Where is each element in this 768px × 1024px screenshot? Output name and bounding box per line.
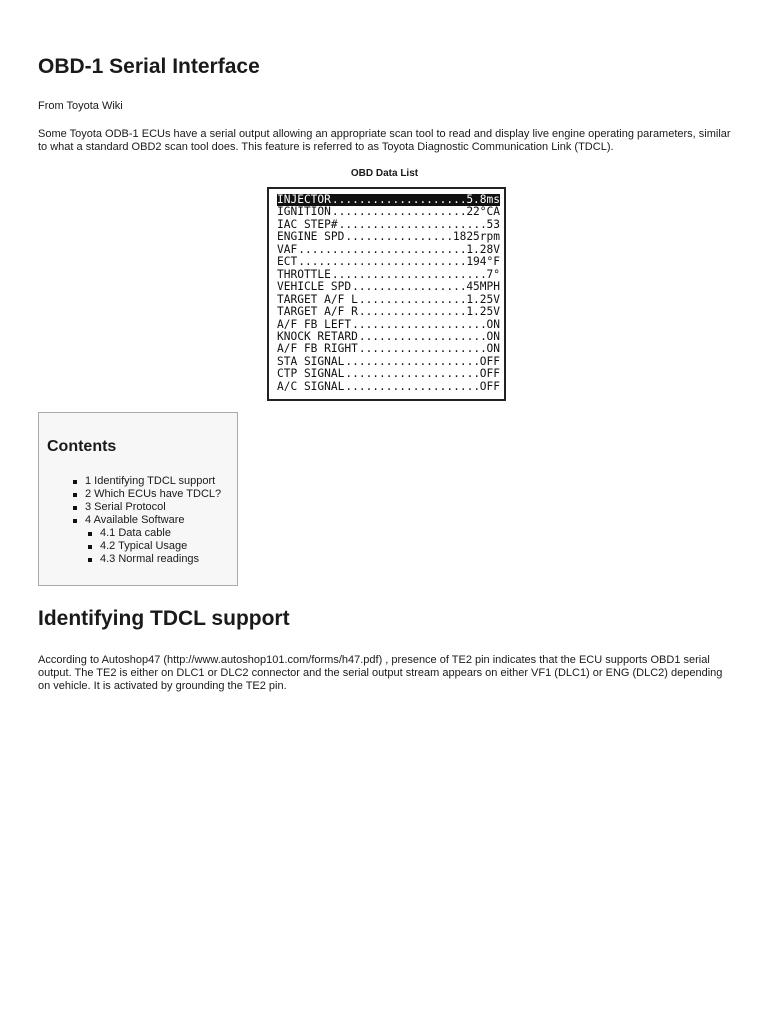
obd-row [277,281,500,293]
page-title: OBD-1 Serial Interface [38,55,260,78]
obd-row-value: 45MPH [466,280,500,294]
obd-row-value: ON [486,329,500,343]
obd-row-label: TARGET A/F R [277,305,358,319]
obd-row-leader [332,206,465,218]
obd-row-value: OFF [479,354,500,368]
obd-row-value: 22°CA [466,205,500,219]
obd-row-label: CTP SIGNAL [277,367,345,381]
obd-row-label: THROTTLE [277,267,331,281]
obd-row-leader [298,244,465,256]
obd-row-label: A/F FB RIGHT [277,342,358,356]
obd-row-value: OFF [479,379,500,393]
obd-row-value: 7° [486,267,500,281]
obd-row-label: ECT [277,255,298,269]
obd-row-leader [332,269,486,281]
obd-row [277,256,500,268]
toc-title: Contents [47,438,117,455]
toc-list [73,475,221,566]
obd-row-label: STA SIGNAL [277,354,345,368]
obd-row-label: VAF [277,242,298,256]
obd-screen [267,187,506,401]
obd-row [277,381,500,393]
obd-row-leader [332,194,465,206]
toc-item-link[interactable]: 4 Available Software [73,514,221,527]
obd-row-leader [359,306,465,318]
obd-row-leader [345,356,478,368]
figure-caption: OBD Data List [350,168,419,179]
obd-row-leader [359,331,486,343]
obd-row-label: IGNITION [277,205,331,219]
obd-data-list-figure [267,167,502,401]
page-subtitle: From Toyota Wiki [38,100,123,112]
obd-row-value: ON [486,317,500,331]
toc-item-link[interactable]: 4.1 Data cable [73,527,221,540]
toc-item-link[interactable]: 1 Identifying TDCL support [73,475,221,488]
obd-row [277,306,500,318]
obd-row-label: A/F FB LEFT [277,317,352,331]
obd-row-value: OFF [479,367,500,381]
obd-row-leader [345,368,478,380]
obd-row [277,368,500,380]
obd-row-value: ON [486,342,500,356]
obd-row-leader [345,231,451,243]
section-paragraph: According to Autoshop47 (http://www.autoshop101.com/forms/h47.pdf) , presence of TE2 pin indicates that the ECU supports OBD1 serial output. The TE2 is either on DLC1 or DLC2 connector and the serial output stream appears on either VF1 (DLC1) or ENG (DLC2) depending on vehicle. It is activated by grounding the TE2 pin. [38,654,723,692]
obd-row-label: TARGET A/F L [277,292,358,306]
obd-row-leader [359,343,486,355]
obd-row [277,231,500,243]
toc-item-link[interactable]: 4.3 Normal readings [73,553,221,566]
obd-row-label: INJECTOR [277,193,331,206]
obd-row-label: VEHICLE SPD [277,280,352,294]
toc-item-link[interactable]: 4.2 Typical Usage [73,540,221,553]
obd-row-leader [345,381,478,393]
obd-row-label: ENGINE SPD [277,230,345,244]
obd-row-leader [298,256,465,268]
obd-row-value: 194°F [466,255,500,269]
toc-item-link[interactable]: 2 Which ECUs have TDCL? [73,488,221,501]
intro-paragraph: Some Toyota ODB-1 ECUs have a serial output allowing an appropriate scan tool to read and display live engine operating parameters, similar to what a standard OBD2 scan tool does. This feature is referred to as Toyota Diagnostic Communication Link (TDCL). [38,128,731,153]
obd-row-value: 5.8ms [466,193,500,206]
obd-row-label: A/C SIGNAL [277,379,345,393]
obd-row-value: 1.28V [466,242,500,256]
section-heading: Identifying TDCL support [38,607,290,630]
obd-row-value: 1.25V [466,292,500,306]
obd-row-value: 53 [486,217,500,231]
toc-item-link[interactable]: 3 Serial Protocol [73,501,221,514]
obd-row-value: 1.25V [466,305,500,319]
obd-row-label: KNOCK RETARD [277,329,358,343]
table-of-contents [38,412,238,586]
obd-row-leader [352,281,465,293]
obd-row-label: IAC STEP# [277,217,338,231]
obd-row-leader [352,319,485,331]
obd-row-value: 1825rpm [452,230,500,244]
obd-row-leader [359,294,465,306]
